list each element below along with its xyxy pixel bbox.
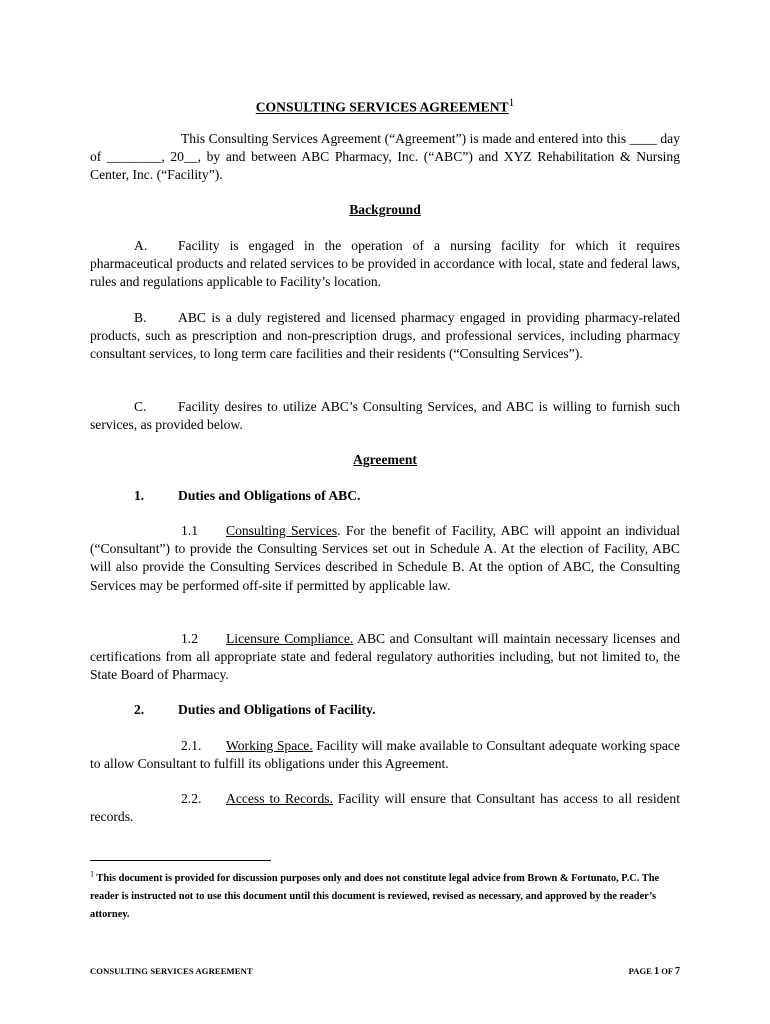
agreement-heading: Agreement	[353, 452, 417, 467]
background-item-a-letter: A.	[134, 238, 148, 253]
background-item-a-text: Facility is engaged in the operation of a nursing facility for which it requires pharmaceutical products and related services to be provided in accordance with local, state and federal laws, rules and regulations applicable to Facility’s location.	[90, 238, 680, 290]
section-2-heading	[90, 701, 680, 719]
clause-1-2	[90, 630, 680, 685]
footnote-separator	[90, 860, 271, 861]
background-item-c	[90, 398, 680, 434]
background-heading: Background	[349, 202, 421, 217]
intro-rest: day of ________, 20__, by and between ABC Pharmacy, Inc. (“ABC”) and XYZ Rehabilitation & Nursing Center, Inc. (“Facility”).	[90, 131, 681, 183]
clause-1-2-text: ABC and Consultant will maintain necessary licenses and certifications from all appropriate state and federal regulatory authorities including, but not limited to, the State Board of Pharmacy.	[90, 631, 680, 683]
clause-1-1-text: . For the benefit of Facility, ABC will appoint an individual (“Consultant”) to provide the Consulting Services set out in Schedule A. At the election of Facility, ABC will also provide the Consulting Services described in Schedule B. At the option of ABC, the Consulting Services may be performed off-site if permitted by applicable law.	[90, 523, 680, 593]
background-heading-line	[90, 201, 680, 219]
footnote	[90, 870, 680, 924]
footer-of-label: OF	[661, 966, 673, 976]
clause-2-1-text: Facility will make available to Consultant adequate working space to allow Consultant to fulfill its obligations under this Agreement.	[90, 738, 680, 772]
clause-2-2-number: 2.2.	[181, 791, 202, 806]
clause-2-1	[90, 737, 680, 773]
background-item-b-text: ABC is a duly registered and licensed pharmacy engaged in providing pharmacy-related products, such as prescription and non-prescription drugs, and professional services, including pharmacy consultant services, to long term care facilities and their residents (“Consulting Services”).	[90, 310, 680, 362]
section-2-number: 2.	[134, 702, 145, 717]
background-item-c-text: Facility desires to utilize ABC’s Consulting Services, and ABC is willing to furnish such services, as provided below.	[90, 399, 680, 433]
background-item-b	[90, 309, 680, 364]
document-title-line	[90, 94, 680, 117]
clause-2-2-text: Facility will ensure that Consultant has access to all resident records.	[90, 791, 680, 825]
clause-2-2	[90, 790, 680, 826]
section-1-heading	[90, 487, 680, 505]
background-item-c-letter: C.	[134, 399, 147, 414]
section-2-title: Duties and Obligations of Facility.	[178, 702, 376, 717]
title-footnote-ref: 1	[508, 97, 515, 109]
clause-2-2-heading: Access to Records.	[226, 791, 333, 806]
clause-1-2-number: 1.2	[181, 631, 198, 646]
footer-page-indicator	[629, 966, 680, 977]
footer-document-name: CONSULTING SERVICES AGREEMENT	[90, 966, 253, 976]
clause-1-1	[90, 522, 680, 595]
clause-1-1-number: 1.1	[181, 523, 198, 538]
agreement-heading-line	[90, 451, 680, 469]
clause-2-1-number: 2.1.	[181, 738, 202, 753]
intro-line1: This Consulting Services Agreement (“Agreement”) is made and entered into this ____	[181, 131, 657, 146]
document-title: CONSULTING SERVICES AGREEMENT	[255, 99, 509, 115]
background-item-b-letter: B.	[134, 310, 147, 325]
background-item-a	[90, 237, 680, 292]
section-1-title: Duties and Obligations of ABC.	[178, 488, 361, 503]
clause-1-1-heading: Consulting Services	[226, 523, 338, 538]
clause-1-2-heading: Licensure Compliance.	[226, 631, 354, 646]
intro-paragraph	[90, 130, 680, 185]
footer-page-total: 7	[675, 966, 680, 977]
footer-page-label: PAGE	[628, 966, 652, 976]
footnote-text: This document is provided for discussion purposes only and does not constitute legal advice from Brown & Fortunato, P.C. The reader is instructed not to use this document until this document is reviewed, revised as necessary, and approved by the reader’s attorney.	[90, 873, 660, 920]
section-1-number: 1.	[134, 488, 145, 503]
clause-2-1-heading: Working Space.	[226, 738, 313, 753]
footnote-marker: 1	[90, 869, 94, 879]
footer-page-number: 1	[654, 966, 660, 977]
